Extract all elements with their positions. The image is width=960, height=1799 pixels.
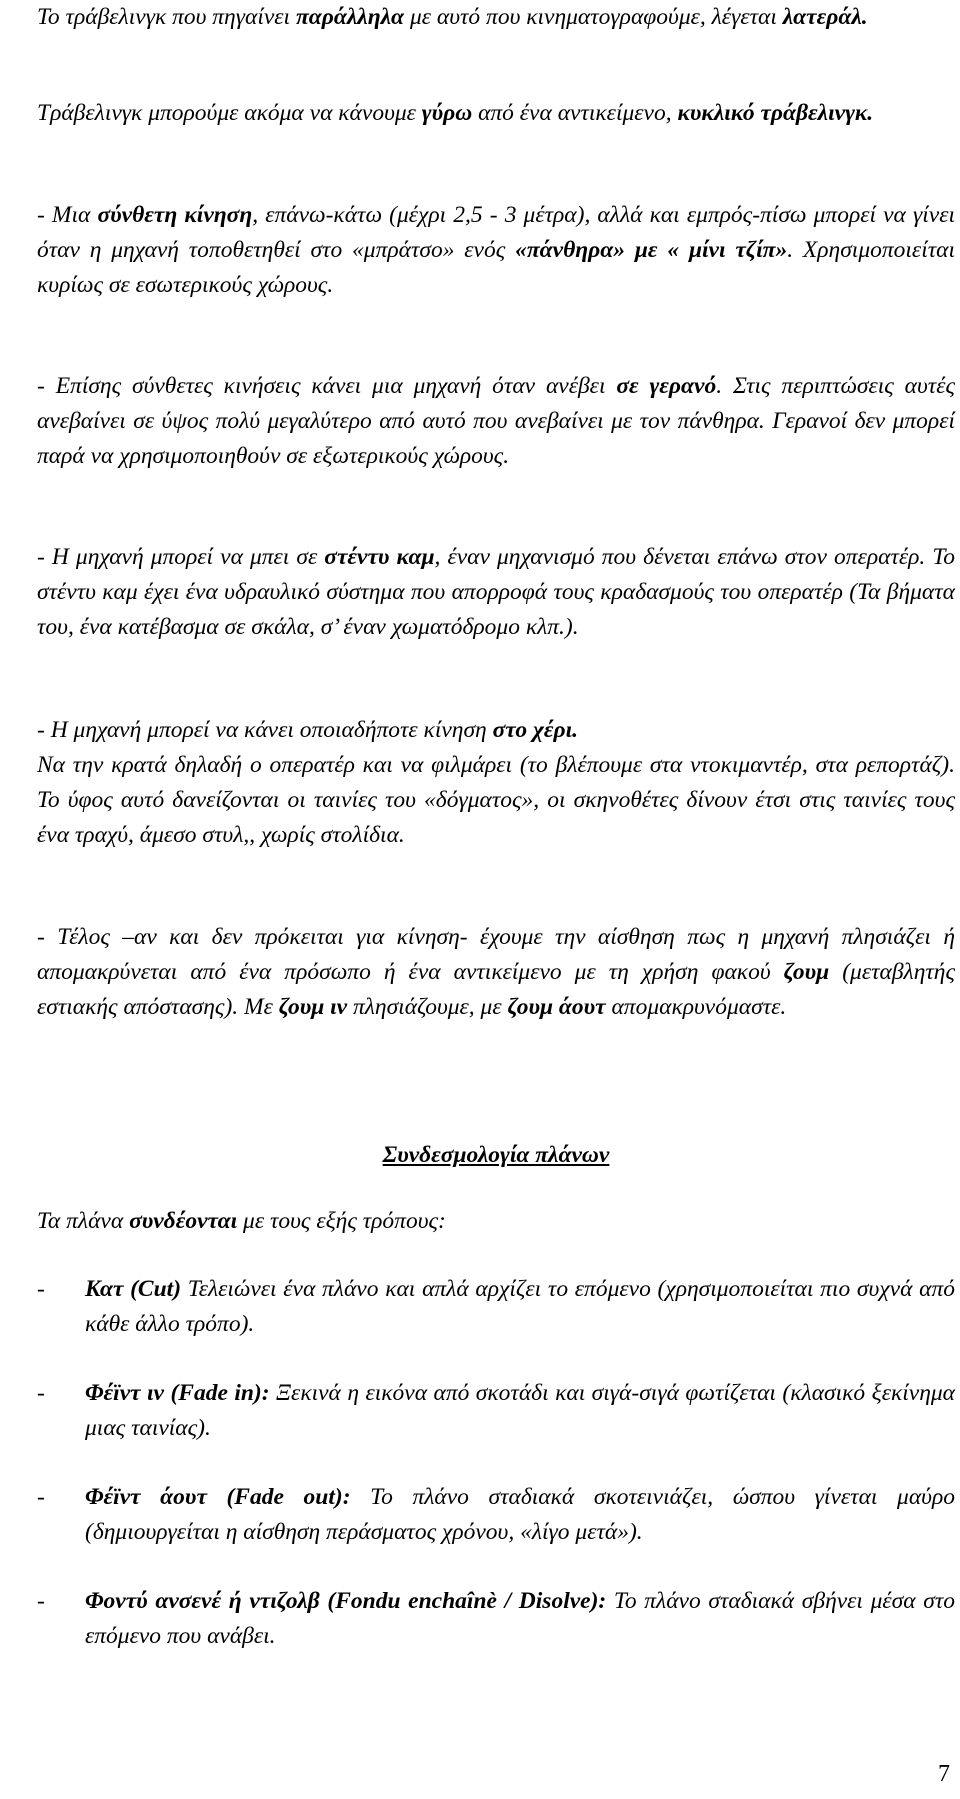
text: Τράβελινγκ μπορούμε ακόμα να κάνουμε — [37, 100, 422, 126]
page-number: 7 — [938, 1761, 950, 1787]
paragraph-crane — [37, 369, 955, 474]
list-text: Το πλάνο σταδιακά σβήνει μέσα στο επόμενο που ανάβει. — [85, 1588, 956, 1649]
list-item-body — [85, 1480, 955, 1550]
list-text: Τελειώνει ένα πλάνο και απλά αρχίζει το επόμενο (χρησιμοποιείται πιο συχνά από κάθε άλλο τρόπο). — [85, 1276, 955, 1337]
list-dash: - — [37, 1380, 45, 1406]
list-item — [37, 1272, 955, 1342]
emphasis: ζουμ άουτ — [507, 994, 606, 1020]
emphasis: ζουμ — [783, 959, 830, 985]
emphasis: συνδέονται — [129, 1208, 238, 1234]
emphasis: κυκλικό τράβελινγκ — [677, 100, 868, 126]
text: - Μια — [37, 202, 98, 228]
paragraph-zoom — [37, 920, 955, 1025]
text: . — [867, 100, 874, 126]
text: - Τέλος –αν και δεν πρόκειται για κίνηση- έχουμε την αίσθηση πως η μηχανή πλησιάζει ή απομακρύνεται από ένα πρόσωπο ή ένα αντικείμενο με τη χρήση φακού — [37, 924, 955, 985]
emphasis: παράλληλα — [295, 4, 405, 30]
text: . Χρησιμοποιείται κυρίως σε εσωτερικούς χώρους. — [37, 237, 955, 298]
emphasis: «πάνθηρα» με « μίνι τζίπ» — [515, 237, 788, 263]
text: Το τράβελινγκ που πηγαίνει — [37, 4, 296, 30]
handheld-description: Να την κρατά δηλαδή ο οπερατέρ και να φιλμάρει (το βλέπουμε στα ντοκιμαντέρ, στα ρεπορτάζ). Το ύφος αυτό δανείζονται οι ταινίες του «δόγματος», οι σκηνοθέτες δίνουν έτσι στις ταινίες τους ένα τραχύ, άμεσο στυλ,, χωρίς στολίδια. — [37, 752, 955, 848]
text: (μεταβλητής εστιακής απόστασης). Με — [37, 959, 956, 1020]
text: απομακρυνόμαστε. — [605, 994, 787, 1020]
list-text: Το πλάνο σταδιακά σκοτεινιάζει, ώσπου γίνεται μαύρο (δημιουργείται η αίσθηση περάσματος χρόνου, «λίγο μετά»). — [85, 1484, 955, 1545]
text: με τους εξής τρόπους: — [237, 1208, 446, 1234]
text: - Η μηχανή μπορεί να μπει σε — [37, 544, 325, 570]
text: , έναν μηχανισμό που δένεται επάνω στον οπερατέρ. Το στέντυ καμ έχει ένα υδραυλικό σύστημα που απορροφά τους κραδασμούς του οπερατέρ (Τα βήματα του, ένα κατέβασμα σε σκάλα, σ’ έναν χωματόδρομο κλπ.). — [37, 544, 956, 640]
list-item — [37, 1584, 955, 1654]
text: με αυτό που κινηματογραφούμε, λέγεται — [404, 4, 783, 30]
list-item-body — [85, 1272, 955, 1342]
paragraph-complex-movement — [37, 198, 955, 303]
section-heading: Συνδεσμολογία πλάνων — [382, 1142, 610, 1168]
text: . — [572, 717, 579, 743]
list-dash: - — [37, 1484, 45, 1510]
list-term: Φέϊντ άουτ (Fade out): — [85, 1484, 351, 1510]
emphasis: σύνθετη κίνηση — [97, 202, 253, 228]
list-item — [37, 1480, 955, 1550]
list-item-body — [85, 1584, 955, 1654]
list-dash: - — [37, 1276, 45, 1302]
text: . — [861, 4, 868, 30]
list-term: Φέϊντ ιν (Fade in): — [85, 1380, 270, 1406]
list-item — [37, 1376, 955, 1446]
list-dash: - — [37, 1588, 45, 1614]
list-term: Φοντύ ανσενέ ή ντιζολβ (Fondu enchaînè / Disolve): — [85, 1588, 607, 1614]
list-item-body — [85, 1376, 955, 1446]
handheld-line — [37, 713, 955, 748]
emphasis: γύρω — [421, 100, 473, 126]
emphasis: στέντυ καμ — [324, 544, 435, 570]
text: Τα πλάνα — [37, 1208, 130, 1234]
list-term: Κατ (Cut) — [85, 1276, 182, 1302]
paragraph-lateral — [37, 0, 868, 35]
text: από ένα αντικείμενο, — [472, 100, 678, 126]
paragraph-circular-travelling — [37, 96, 873, 131]
text: , επάνω-κάτω (μέχρι 2,5 - 3 μέτρα), αλλά και εμπρός-πίσω μπορεί να γίνει όταν η μηχανή τοποθετηθεί στο «μπράτσο» ενός — [37, 202, 955, 263]
emphasis: ζουμ ιν — [278, 994, 348, 1020]
paragraph-steadicam — [37, 540, 955, 645]
emphasis: στο χέρι — [492, 717, 573, 743]
text: πλησιάζουμε, με — [347, 994, 508, 1020]
text: - Επίσης σύνθετες κινήσεις κάνει μια μηχανή όταν ανέβει — [37, 373, 617, 399]
emphasis: σε γερανό — [616, 373, 717, 399]
paragraph-handheld — [37, 713, 955, 853]
section-intro — [37, 1204, 446, 1239]
list-text: Ξεκινά η εικόνα από σκοτάδι και σιγά-σιγά φωτίζεται (κλασικό ξεκίνημα μιας ταινίας). — [85, 1380, 955, 1441]
emphasis: λατεράλ — [782, 4, 862, 30]
text: - Η μηχανή μπορεί να κάνει οποιαδήποτε κίνηση — [37, 717, 493, 743]
text: . Στις περιπτώσεις αυτές ανεβαίνει σε ύψος πολύ μεγαλύτερο από αυτό που ανεβαίνει με τον πάνθηρα. Γερανοί δεν μπορεί παρά να χρησιμοποιηθούν σε εξωτερικούς χώρους. — [37, 373, 955, 469]
